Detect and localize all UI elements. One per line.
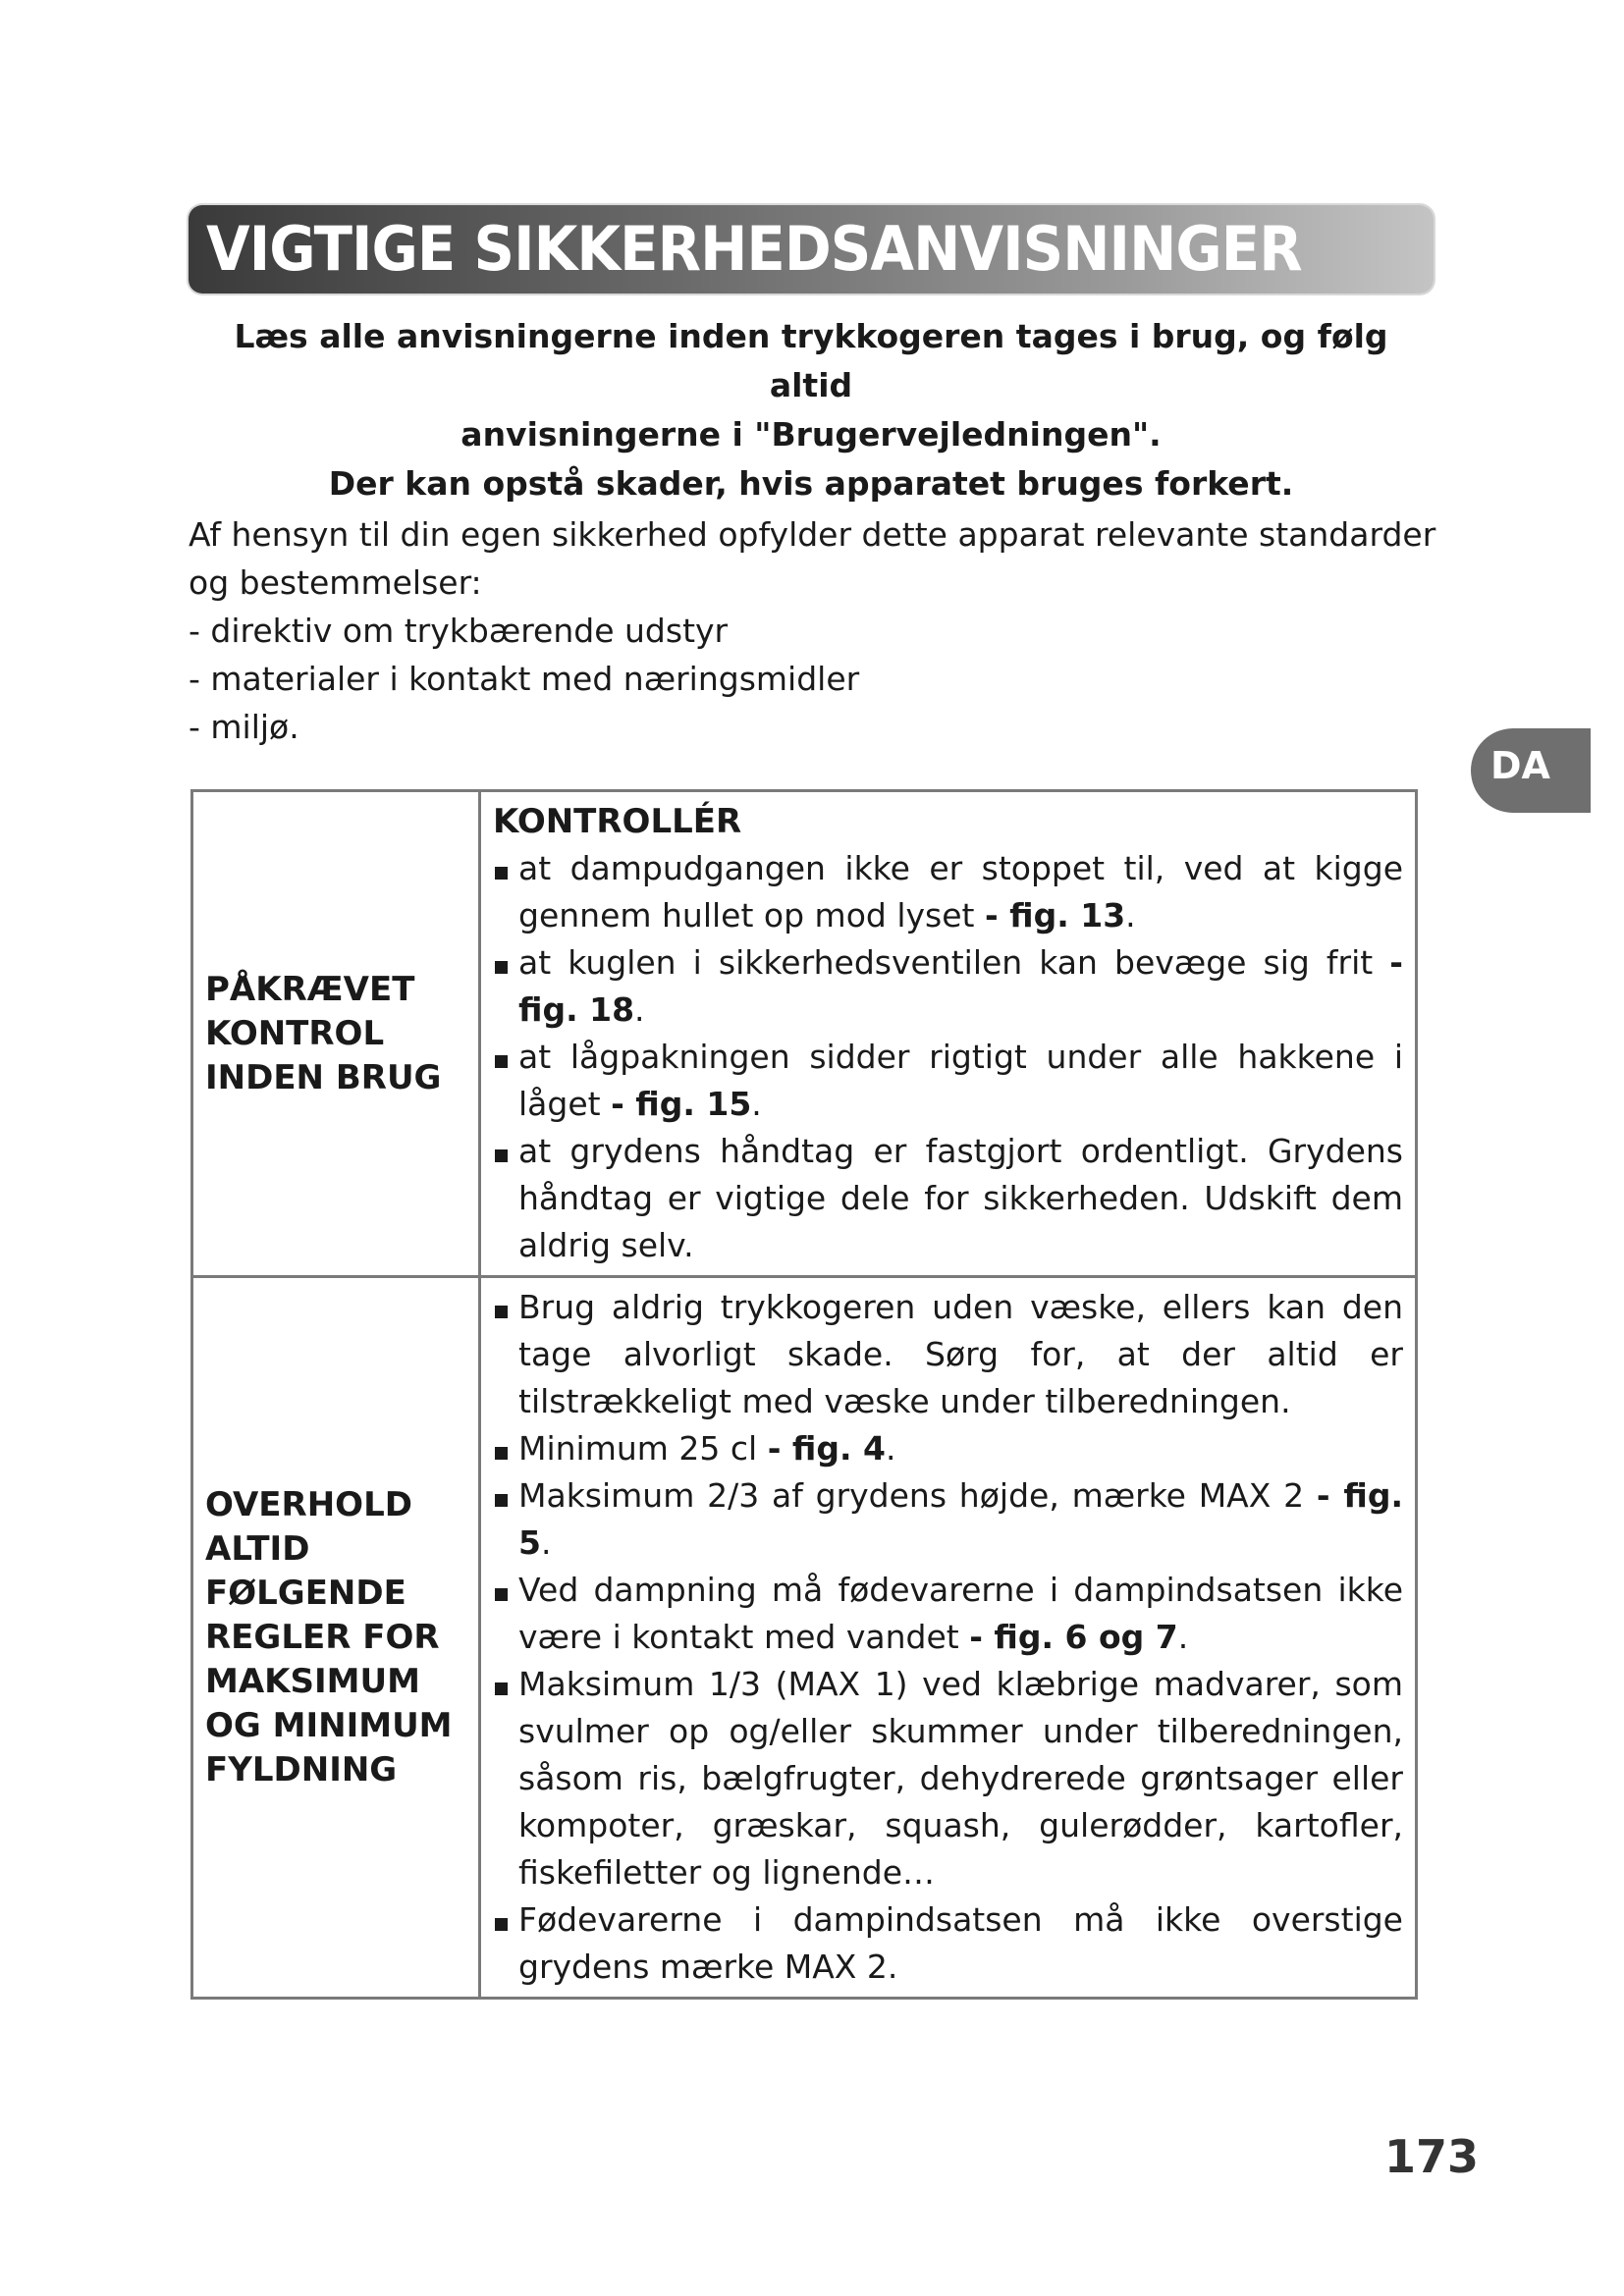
- row-label-line: OG MINIMUM: [205, 1705, 453, 1745]
- row-label: [192, 791, 480, 1277]
- item-text: at grydens håndtag er fastgjort ordentligt. Grydens håndtag er vigtige dele for sikkerheden. Udskift dem aldrig selv.: [518, 1132, 1403, 1264]
- item-text: Brug aldrig trykkogeren uden væske, ellers kan den tage alvorligt skade. Sørg for, at der altid er tilstrækkeligt med væske under tilberedningen.: [518, 1288, 1403, 1420]
- lead-line: - materialer i kontakt med næringsmidler: [189, 660, 860, 698]
- item-punctuation: .: [751, 1085, 762, 1123]
- row-label-line: KONTROL: [205, 1013, 385, 1053]
- title-banner: [189, 205, 1434, 294]
- item-text: at dampudgangen ikke er stoppet til, ved at kigge gennem hullet op mod lyset: [518, 849, 1403, 934]
- row-heading: KONTROLLÉR: [493, 802, 742, 841]
- list-item: [493, 1472, 1403, 1567]
- row-label-line: ALTID: [205, 1528, 310, 1569]
- list-item: [493, 1425, 1403, 1472]
- item-text: Ved dampning må fødevarerne i dampindsatsen ikke være i kontakt med vandet: [518, 1571, 1403, 1656]
- item-punctuation: .: [1125, 896, 1136, 934]
- row-label-line: PÅKRÆVET: [205, 969, 415, 1009]
- item-punctuation: .: [540, 1523, 552, 1562]
- row-label-line: INDEN BRUG: [205, 1057, 442, 1097]
- lead-line: - direktiv om trykbærende udstyr: [189, 612, 729, 650]
- list-item: [493, 1567, 1403, 1661]
- item-punctuation: .: [634, 990, 645, 1029]
- figure-reference: - fig. 18: [518, 943, 1403, 1029]
- safety-rules-table: [190, 789, 1418, 2000]
- list-item: [493, 845, 1403, 939]
- standards-paragraph: [189, 510, 1465, 751]
- list-item: [493, 1128, 1403, 1269]
- figure-reference: - fig. 4: [767, 1429, 886, 1468]
- item-text: Maksimum 1/3 (MAX 1) ved klæbrige madvarer, som svulmer op og/eller skummer under tilberedningen, såsom ris, bælgfrugter, dehydrerede grøntsager eller kompoter, græskar, squash, gulerødder, kartofler, fiskefiletter og lignende…: [518, 1665, 1403, 1892]
- figure-reference: - fig. 13: [984, 896, 1126, 934]
- lead-line: - miljø.: [189, 708, 299, 746]
- page-title: VIGTIGE SIKKERHEDSANVISNINGER: [206, 213, 1302, 285]
- figure-reference: - fig. 5: [518, 1476, 1403, 1562]
- item-punctuation: .: [1177, 1618, 1189, 1656]
- item-text: Fødevarerne i dampindsatsen må ikke overstige grydens mærke MAX 2.: [518, 1900, 1403, 1986]
- intro-line: anvisningerne i "Brugervejledningen".: [460, 415, 1162, 454]
- language-tab-label: DA: [1490, 744, 1550, 787]
- figure-reference: - fig. 6 og 7: [969, 1618, 1178, 1656]
- intro-notice: [189, 312, 1434, 508]
- item-text: Maksimum 2/3 af grydens højde, mærke MAX 2: [518, 1476, 1317, 1515]
- item-text: at kuglen i sikkerhedsventilen kan bevæge sig frit: [518, 943, 1390, 982]
- item-text: at lågpakningen sidder rigtigt under alle hakkene i låget: [518, 1038, 1403, 1123]
- language-tab: [1471, 728, 1591, 813]
- row-label-line: MAKSIMUM: [205, 1661, 420, 1701]
- lead-line: og bestemmelser:: [189, 563, 482, 602]
- row-content: [480, 791, 1417, 1277]
- row-label-line: FØLGENDE: [205, 1573, 406, 1613]
- table-row: [192, 791, 1417, 1277]
- list-item: [493, 1284, 1403, 1425]
- item-punctuation: .: [885, 1429, 896, 1468]
- list-item: [493, 1661, 1403, 1896]
- lead-line: Af hensyn til din egen sikkerhed opfylder dette apparat relevante standarder: [189, 515, 1436, 554]
- list-item: [493, 1896, 1403, 1991]
- list-item: [493, 939, 1403, 1034]
- intro-line: Der kan opstå skader, hvis apparatet bruges forkert.: [328, 464, 1294, 503]
- list-item: [493, 1034, 1403, 1128]
- figure-reference: - fig. 15: [611, 1085, 752, 1123]
- table-row: [192, 1277, 1417, 1999]
- row-content: [480, 1277, 1417, 1999]
- row-label: [192, 1277, 480, 1999]
- row-label-line: REGLER FOR: [205, 1617, 440, 1657]
- row-label-line: OVERHOLD: [205, 1484, 412, 1524]
- intro-line: Læs alle anvisningerne inden trykkogeren tages i brug, og følg altid: [234, 317, 1388, 404]
- page-number: 173: [1384, 2130, 1480, 2183]
- row-label-line: FYLDNING: [205, 1749, 398, 1789]
- item-text: Minimum 25 cl: [518, 1429, 768, 1468]
